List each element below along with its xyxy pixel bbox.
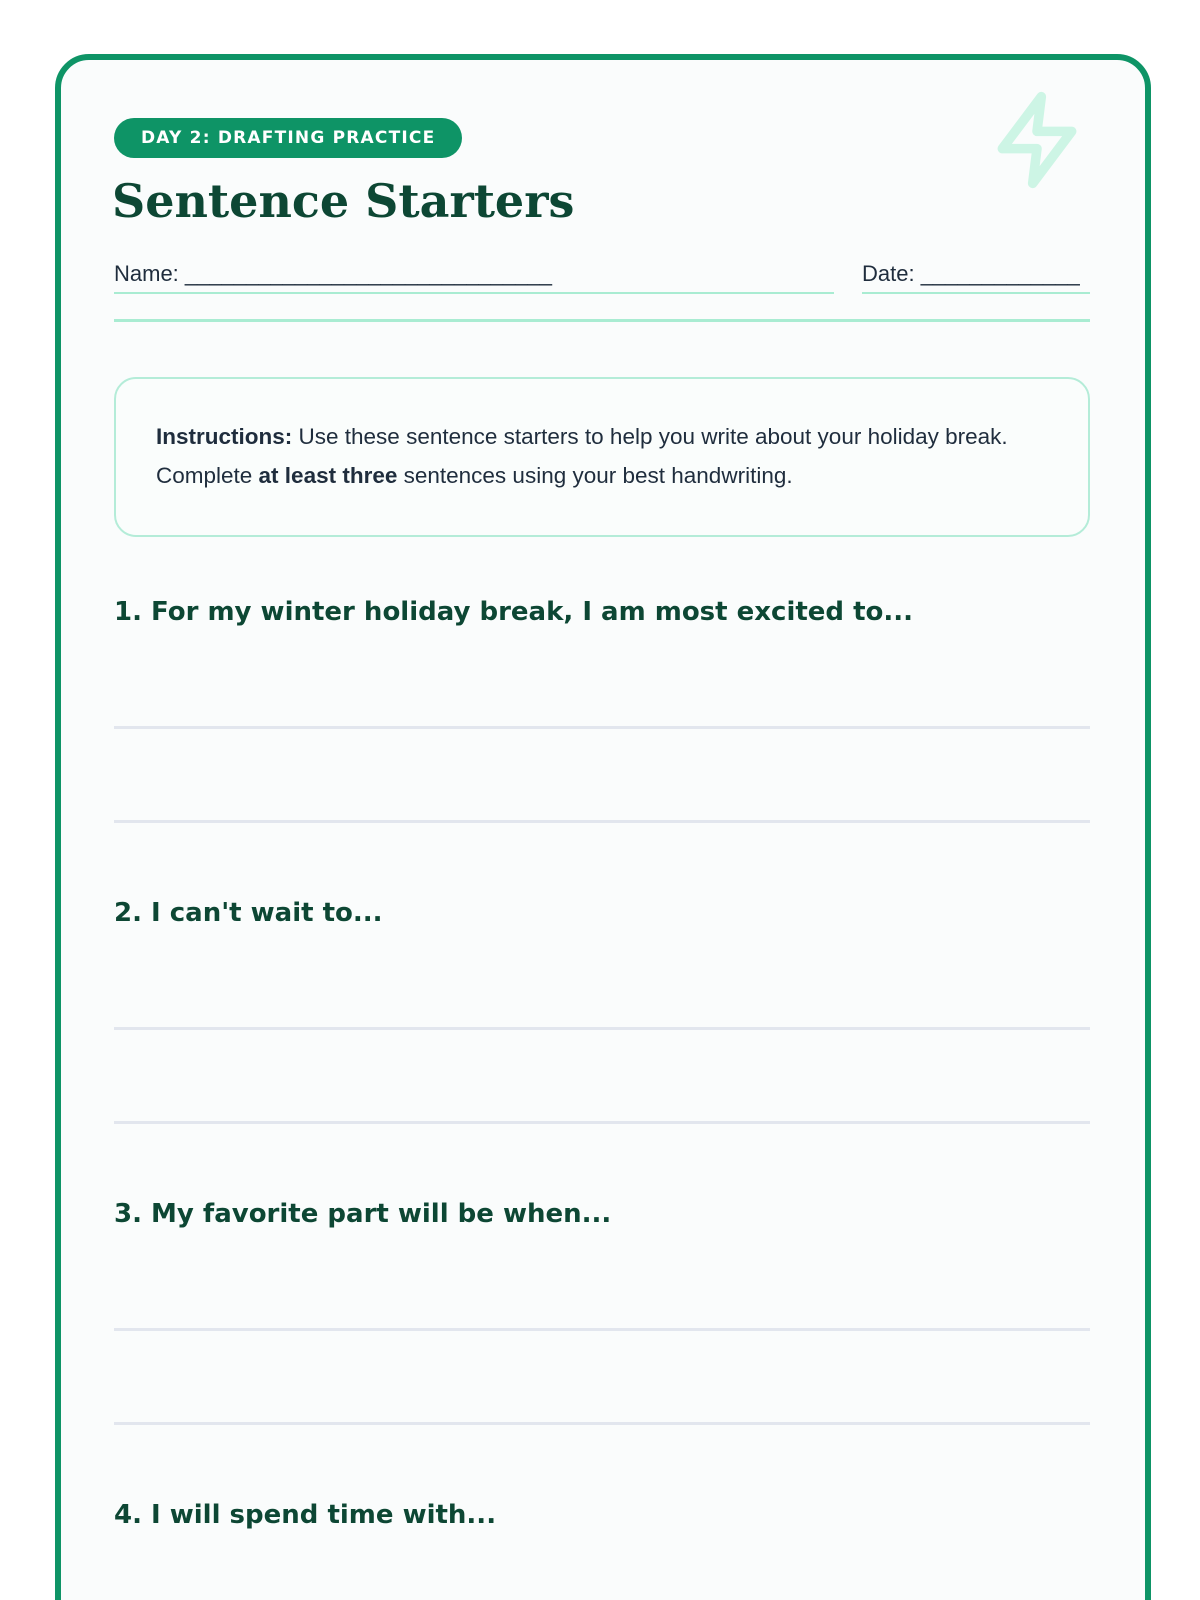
instructions-lead: Instructions:	[156, 424, 293, 449]
instructions-emphasis: at least three	[258, 463, 398, 488]
lightning-bolt-icon	[985, 88, 1089, 192]
writing-line-1b[interactable]	[114, 820, 1090, 823]
prompt-4: 4. I will spend time with...	[114, 1500, 497, 1530]
header-divider	[114, 319, 1090, 322]
writing-line-3b[interactable]	[114, 1422, 1090, 1425]
writing-line-3a[interactable]	[114, 1328, 1090, 1331]
writing-line-2b[interactable]	[114, 1121, 1090, 1124]
prompt-2: 2. I can't wait to...	[114, 898, 383, 928]
instructions-text-2: sentences using your best handwriting.	[397, 463, 793, 488]
date-field[interactable]: Date: _____________	[862, 258, 1090, 294]
writing-line-2a[interactable]	[114, 1027, 1090, 1030]
instructions-box	[114, 377, 1090, 537]
prompt-1: 1. For my winter holiday break, I am most excited to...	[114, 597, 914, 627]
writing-line-1a[interactable]	[114, 726, 1090, 729]
day-badge: DAY 2: DRAFTING PRACTICE	[114, 118, 462, 158]
instructions-text-1: Use these sentence starters to help you write about your holiday break. Complete	[156, 424, 1008, 488]
name-field[interactable]: Name: ______________________________	[114, 258, 834, 294]
prompt-3: 3. My favorite part will be when...	[114, 1199, 612, 1229]
page-title: Sentence Starters	[112, 174, 575, 228]
